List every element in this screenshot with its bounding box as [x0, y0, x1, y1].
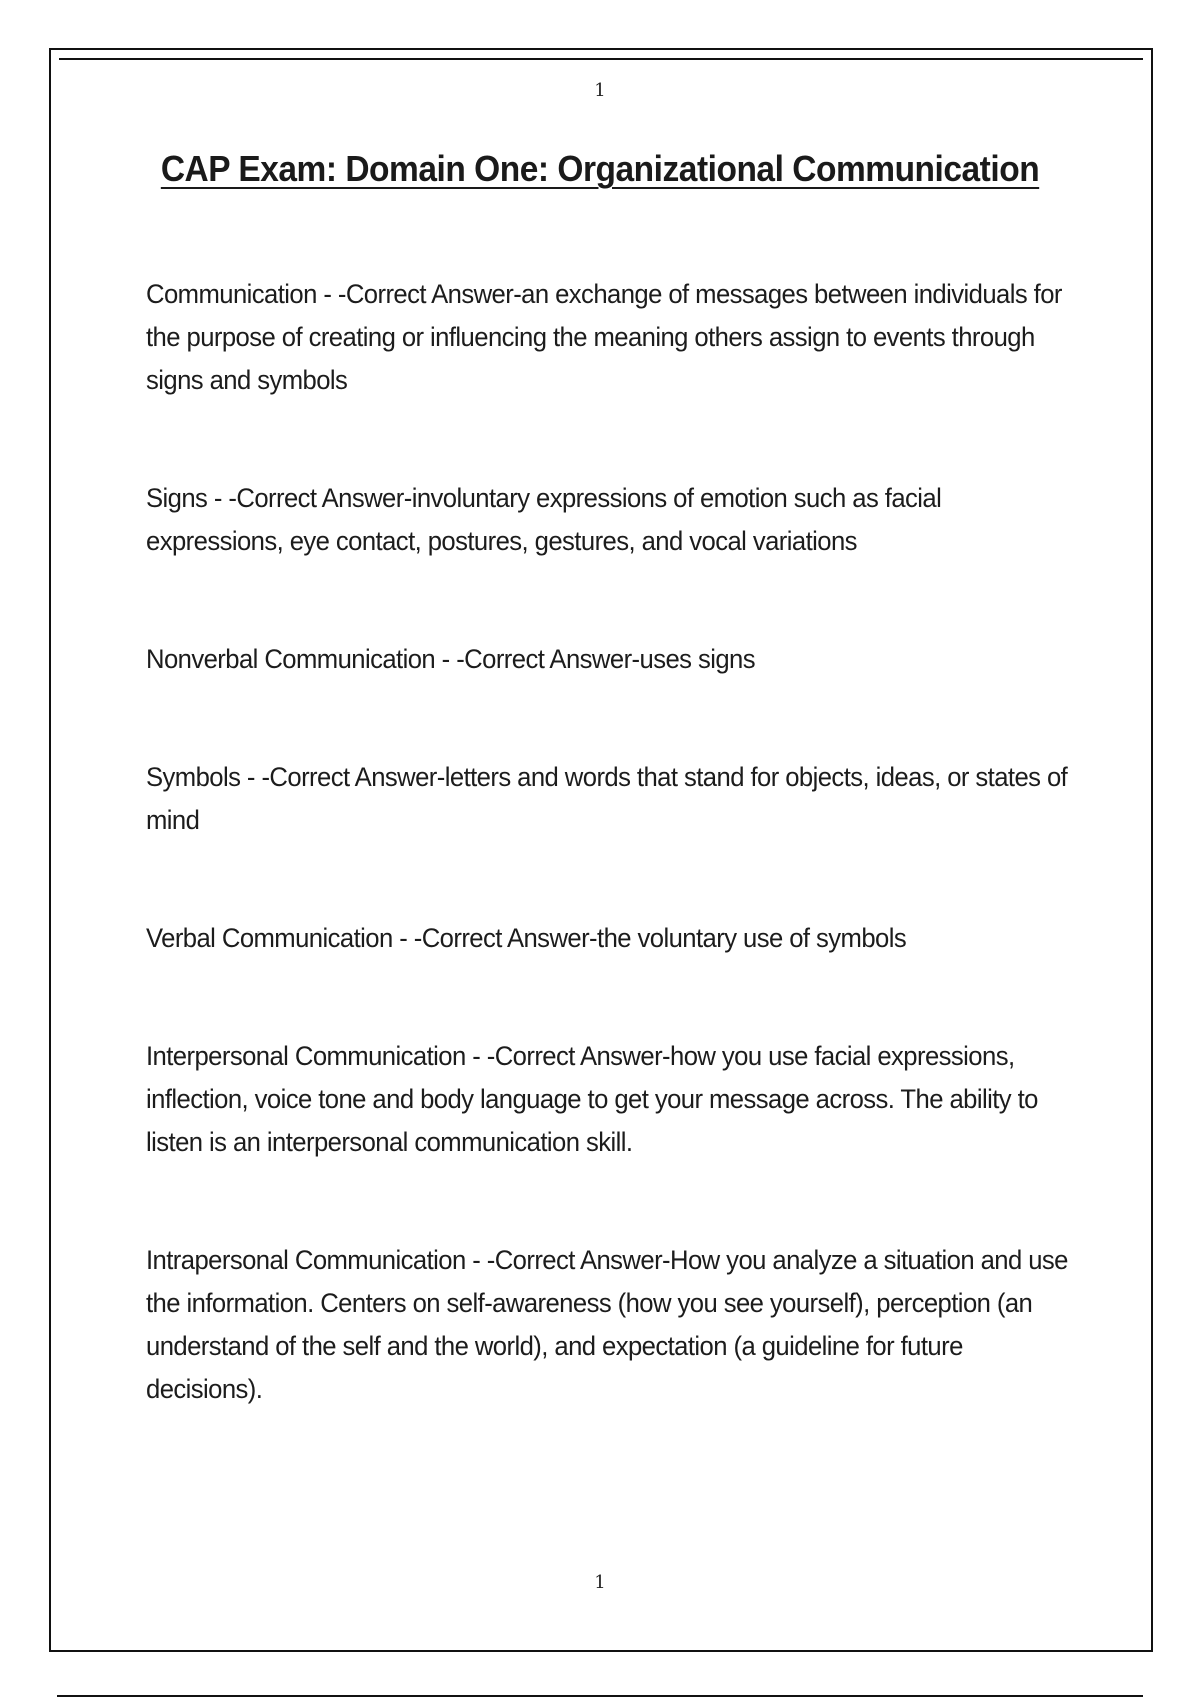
flashcard-entry: Communication - -Correct Answer-an exchange of messages between individuals for the purpose of creating or influencing the meaning others assign to events through signs and symbols	[146, 279, 1062, 395]
flashcard-entry: Interpersonal Communication - -Correct Answer-how you use facial expressions, inflection, voice tone and body language to get your message across. The ability to listen is an interpersonal communication skill.	[146, 1041, 1038, 1157]
document-title	[42, 148, 1158, 190]
flashcard-entry: Verbal Communication - -Correct Answer-the voluntary use of symbols	[146, 923, 907, 953]
top-border-rule	[59, 58, 1143, 60]
flashcard-entry: Signs - -Correct Answer-involuntary expressions of emotion such as facial expressions, eye contact, postures, gestures, and vocal variations	[146, 483, 942, 556]
footer-page-number: 1	[594, 1572, 606, 1593]
flashcard-list	[146, 273, 1076, 1411]
next-page-border-rule	[57, 1695, 1143, 1697]
flashcard-entry: Symbols - -Correct Answer-letters and words that stand for objects, ideas, or states of mind	[146, 762, 1068, 835]
flashcard-entry: Nonverbal Communication - -Correct Answer-uses signs	[146, 644, 755, 674]
header-page-number: 1	[594, 80, 606, 101]
flashcard-entry: Intrapersonal Communication - -Correct Answer-How you analyze a situation and use the information. Centers on self-awareness (how you see yourself), perception (an understand of the self and the world), and expectation (a guideline for future decisions).	[146, 1245, 1068, 1404]
document-title-text: CAP Exam: Domain One: Organizational Communication	[160, 148, 1040, 189]
